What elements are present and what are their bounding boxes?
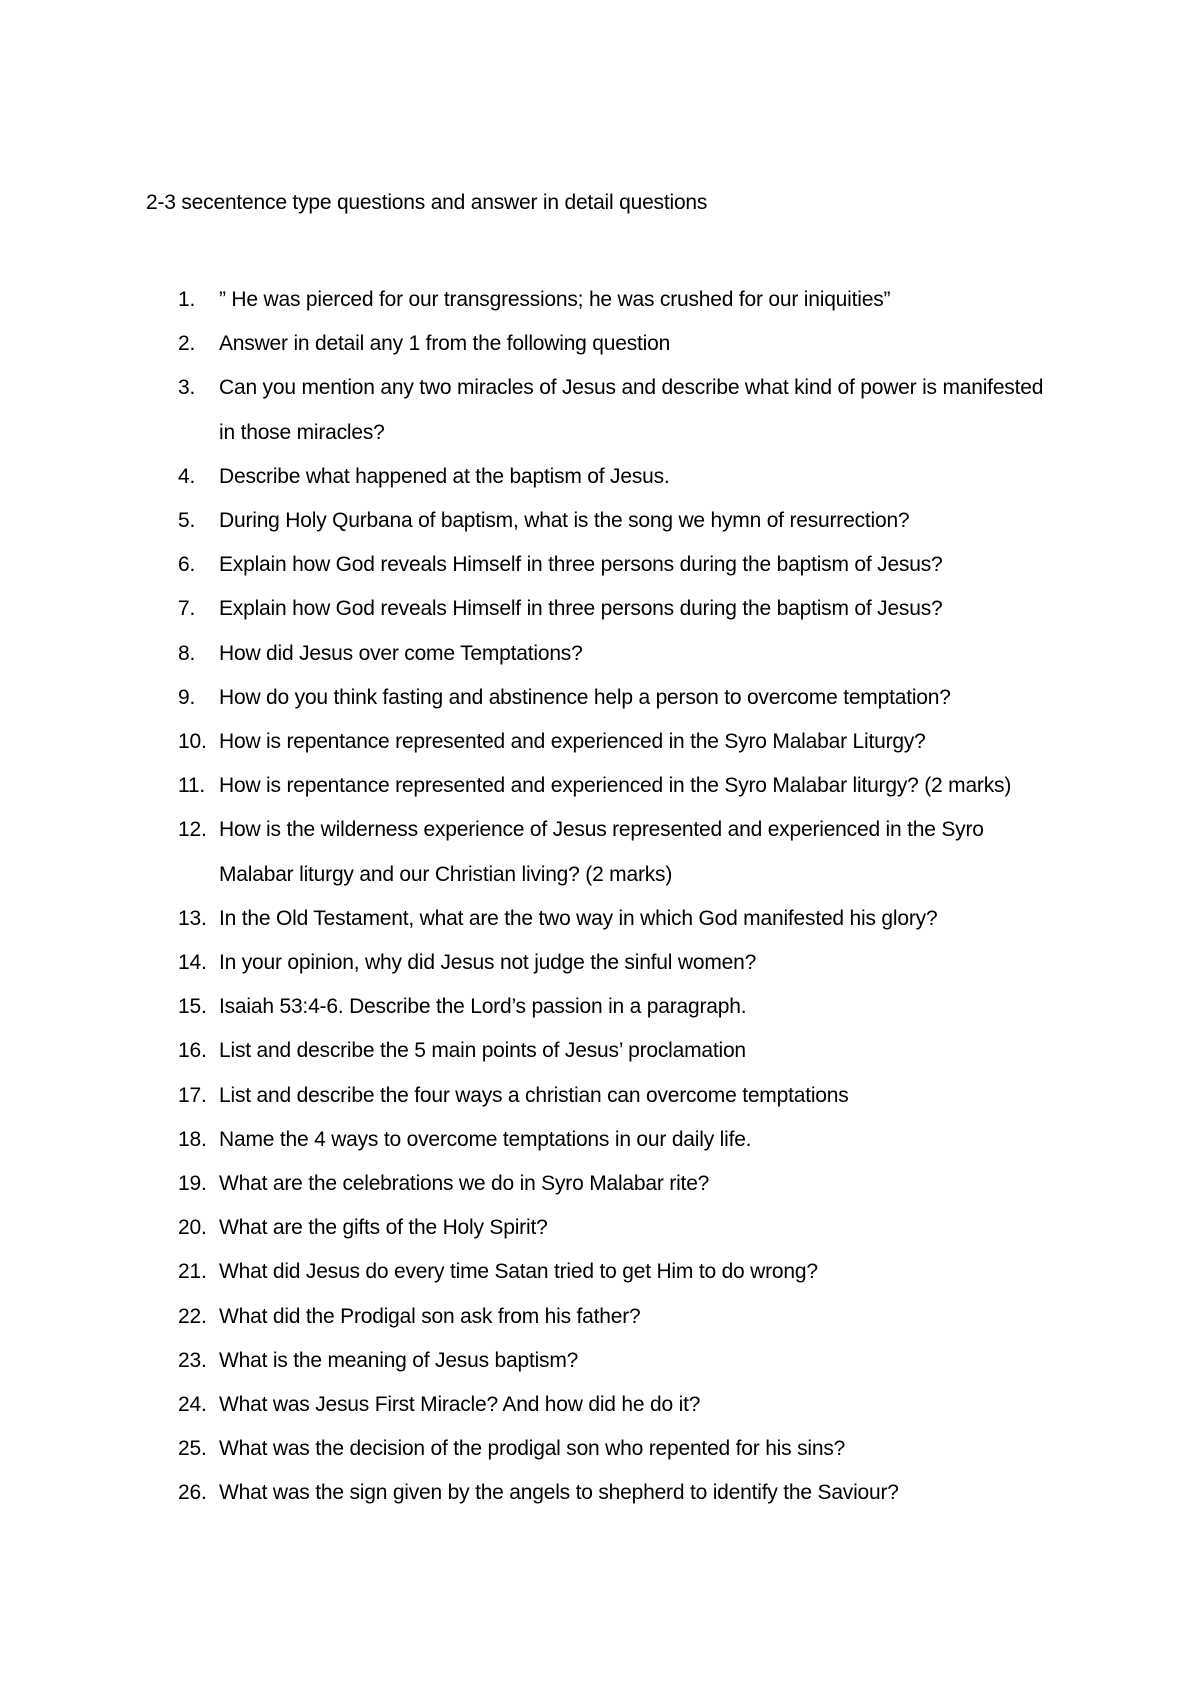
question-item [0, 543, 1200, 587]
question-text: Explain how God reveals Himself in three persons during the baptism of Jesus? [219, 597, 943, 621]
question-item [0, 1118, 1200, 1162]
question-item [0, 499, 1200, 543]
question-number: 25. [178, 1437, 207, 1461]
question-number: 1. [178, 288, 196, 311]
page-heading: 2-3 secentence type questions and answer in detail questions [146, 191, 708, 214]
question-number: 11. [178, 774, 206, 798]
question-number: 2. [178, 332, 196, 356]
question-item [0, 1427, 1200, 1471]
question-number: 16. [178, 1039, 207, 1063]
question-item [0, 720, 1200, 764]
question-item [0, 366, 1200, 454]
question-item [0, 1471, 1200, 1515]
question-number: 22. [178, 1304, 207, 1328]
question-number: 10. [178, 730, 207, 754]
question-text: In the Old Testament, what are the two way in which God manifested his glory? [219, 906, 938, 930]
question-number: 26. [178, 1481, 207, 1505]
question-text: Answer in detail any 1 from the following question [219, 332, 671, 356]
question-item [0, 941, 1200, 985]
question-number: 3. [178, 376, 196, 400]
question-item [0, 764, 1200, 808]
question-number: 4. [178, 464, 196, 488]
question-item [0, 1383, 1200, 1427]
question-number: 6. [178, 553, 196, 577]
question-text: How is repentance represented and experienced in the Syro Malabar Liturgy? [219, 730, 926, 754]
question-text: In your opinion, why did Jesus not judge the sinful women? [219, 951, 757, 975]
question-text: What are the celebrations we do in Syro Malabar rite? [219, 1172, 710, 1196]
question-item [0, 985, 1200, 1029]
question-number: 24. [178, 1393, 207, 1417]
question-text: What is the meaning of Jesus baptism? [219, 1348, 579, 1372]
question-text: Can you mention any two miracles of Jesus and describe what kind of power is manifested in those miracles? [219, 376, 1044, 444]
question-item [0, 1162, 1200, 1206]
question-text: What was the decision of the prodigal son who repented for his sins? [219, 1437, 846, 1461]
question-text: What did Jesus do every time Satan tried to get Him to do wrong? [219, 1260, 818, 1284]
question-number: 7. [178, 597, 196, 621]
question-number: 23. [178, 1348, 207, 1372]
question-item [0, 1074, 1200, 1118]
question-text: What did the Prodigal son ask from his father? [219, 1304, 641, 1328]
question-item [0, 278, 1200, 322]
question-item [0, 455, 1200, 499]
question-text: How is repentance represented and experienced in the Syro Malabar liturgy? (2 marks) [219, 774, 1012, 798]
question-item [0, 1250, 1200, 1294]
question-text: What was Jesus First Miracle? And how did he do it? [219, 1393, 701, 1417]
question-text: ” He was pierced for our transgressions; he was crushed for our iniquities” [219, 288, 891, 311]
question-text: During Holy Qurbana of baptism, what is the song we hymn of resurrection? [219, 509, 910, 533]
question-text: How is the wilderness experience of Jesus represented and experienced in the Syro Malabar liturgy and our Christian living? (2 marks) [219, 818, 984, 886]
question-text: Explain how God reveals Himself in three persons during the baptism of Jesus? [219, 553, 943, 577]
question-item [0, 632, 1200, 676]
question-list [0, 278, 1200, 1516]
question-number: 15. [178, 995, 207, 1019]
question-text: List and describe the four ways a christian can overcome temptations [219, 1083, 849, 1107]
question-number: 9. [178, 685, 196, 709]
question-text: How did Jesus over come Temptations? [219, 641, 583, 665]
question-item [0, 1029, 1200, 1073]
question-number: 14. [178, 951, 207, 975]
question-text: How do you think fasting and abstinence help a person to overcome temptation? [219, 685, 951, 709]
question-number: 18. [178, 1127, 207, 1151]
question-number: 13. [178, 906, 207, 930]
question-item [0, 1295, 1200, 1339]
question-text: Describe what happened at the baptism of Jesus. [219, 464, 670, 488]
question-number: 8. [178, 641, 196, 665]
question-item [0, 897, 1200, 941]
question-number: 17. [178, 1083, 207, 1107]
question-text: List and describe the 5 main points of Jesus’ proclamation [219, 1039, 746, 1063]
question-item [0, 808, 1200, 896]
question-item [0, 322, 1200, 366]
question-number: 20. [178, 1216, 207, 1240]
question-text: Isaiah 53:4-6. Describe the Lord’s passion in a paragraph. [219, 995, 747, 1019]
question-item [0, 1339, 1200, 1383]
question-number: 19. [178, 1172, 207, 1196]
question-item [0, 587, 1200, 631]
question-item [0, 1206, 1200, 1250]
question-number: 5. [178, 509, 196, 533]
question-number: 21. [178, 1260, 207, 1284]
question-item [0, 676, 1200, 720]
question-text: Name the 4 ways to overcome temptations in our daily life. [219, 1127, 752, 1151]
question-number: 12. [178, 818, 207, 842]
question-text: What was the sign given by the angels to shepherd to identify the Saviour? [219, 1481, 899, 1505]
question-text: What are the gifts of the Holy Spirit? [219, 1216, 548, 1240]
